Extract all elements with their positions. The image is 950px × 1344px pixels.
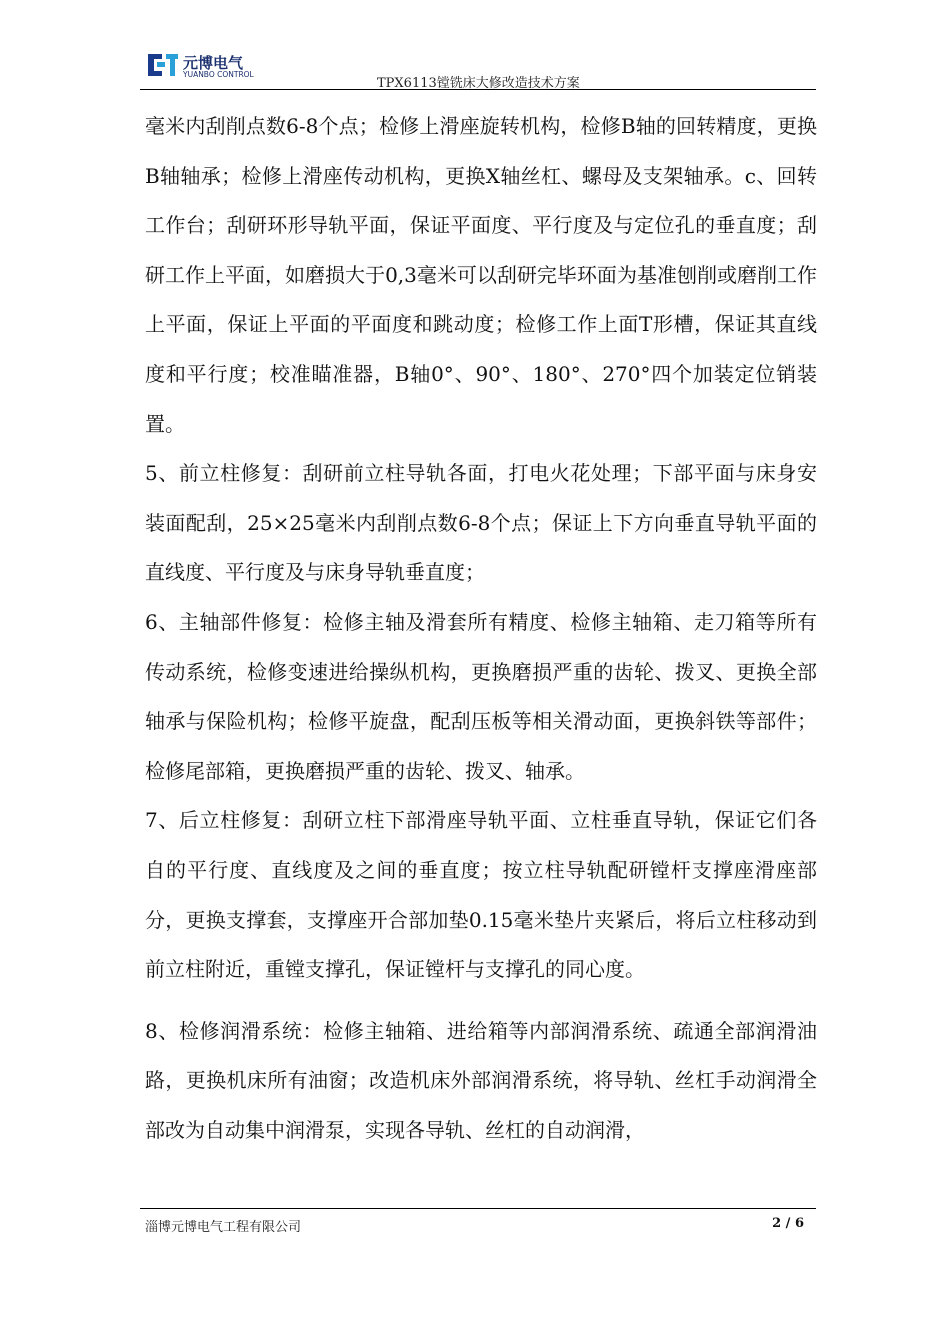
company-logo xyxy=(146,48,254,86)
header-divider xyxy=(140,89,816,90)
paragraph-rear-column: 7、后立柱修复：刮研立柱下部滑座导轨平面、立柱垂直导轨，保证它们各自的平行度、直线度及之间的垂直度；按立柱导轨配研镗杆支撑座滑座部分，更换支撑套，支撑座开合部加垫0.15毫米垫片夹紧后，将后立柱移动到前立柱附近，重镗支撑孔，保证镗杆与支撑孔的同心度。 xyxy=(145,808,817,982)
footer-company: 淄博元博电气工程有限公司 xyxy=(145,1220,302,1235)
paragraph-front-column: 5、前立柱修复：刮研前立柱导轨各面，打电火花处理；下部平面与床身安装面配刮，25×25毫米内刮削点数6-8个点；保证上下方向垂直导轨平面的直线度、平行度及与床身导轨垂直度； xyxy=(145,461,817,585)
document-title: TPX6113镗铣床大修改造技术方案 xyxy=(377,76,580,91)
page-number: 2 / 6 xyxy=(772,1216,804,1231)
yuanbo-logo-icon xyxy=(146,48,180,82)
paragraph-lubrication: 8、检修润滑系统：检修主轴箱、进给箱等内部润滑系统、疏通全部润滑油路，更换机床所有油窗；改造机床外部润滑系统，将导轨、丝杠手动润滑全部改为自动集中润滑泵，实现各导轨、丝杠的自动润滑， xyxy=(145,1018,817,1142)
paragraph-spindle: 6、主轴部件修复：检修主轴及滑套所有精度、检修主轴箱、走刀箱等所有传动系统，检修变速进给操纵机构，更换磨损严重的齿轮、拨叉、更换全部轴承与保险机构；检修平旋盘，配刮压板等相关滑动面，更换斜铁等部件；检修尾部箱，更换磨损严重的齿轮、拨叉、轴承。 xyxy=(145,609,817,783)
logo-chinese-text: 元博电气 xyxy=(183,54,244,72)
paragraph-continuation: 毫米内刮削点数6-8个点；检修上滑座旋转机构，检修B轴的回转精度，更换B轴轴承；检修上滑座传动机构，更换X轴丝杠、螺母及支架轴承。c、回转工作台；刮研环形导轨平面，保证平面度、平行度及与定位孔的垂直度；刮研工作上平面，如磨损大于0,3毫米可以刮研完毕环面为基准刨削或磨削工作上平面，保证上平面的平面度和跳动度；检修工作上面T形槽，保证其直线度和平行度；校准瞄准器，B轴0°、90°、180°、270°四个加装定位销装置。 xyxy=(145,114,817,436)
footer-divider xyxy=(140,1208,816,1209)
document-body xyxy=(145,102,817,1155)
logo-english-text: YUANBO CONTROL xyxy=(183,70,254,79)
